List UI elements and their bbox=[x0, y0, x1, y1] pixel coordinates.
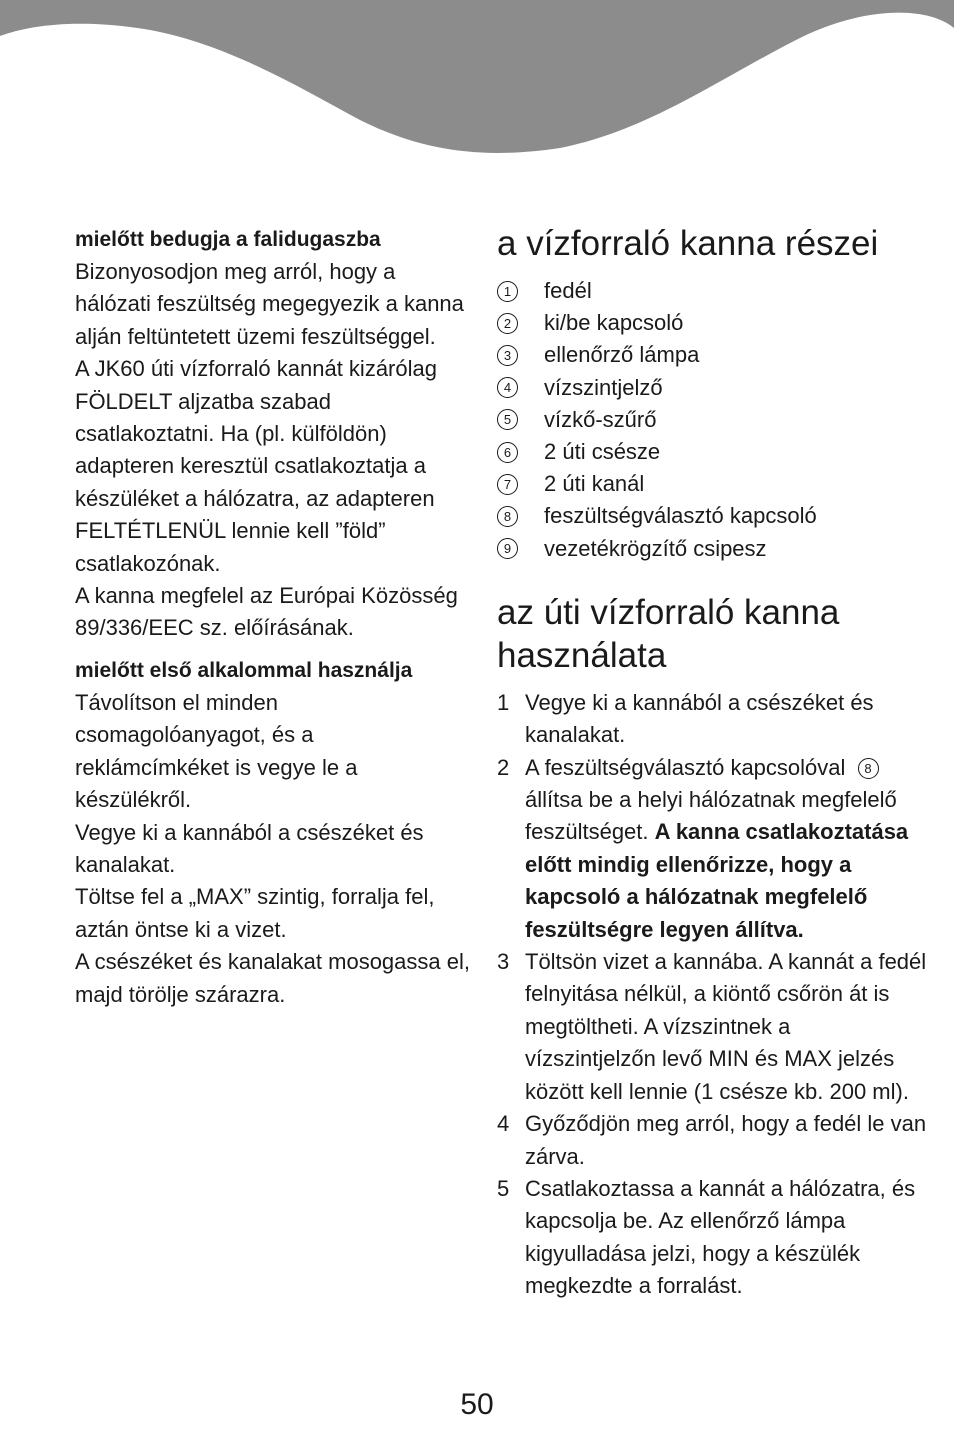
list-item bbox=[497, 275, 927, 307]
part-label: vízszintjelző bbox=[544, 374, 663, 400]
step-text: Csatlakoztassa a kannát a hálózatra, és kapcsolja be. Az ellenőrző lámpa kigyulladása jelzi, hogy a készülék megkezdte a forralást. bbox=[525, 1175, 916, 1299]
part-label: 2 úti kanál bbox=[544, 471, 645, 497]
list-item bbox=[497, 687, 927, 752]
usage-heading: az úti vízforraló kanna használata bbox=[497, 592, 840, 675]
list-item bbox=[497, 468, 927, 500]
part-label: ellenőrző lámpa bbox=[544, 342, 700, 368]
warning-text: A kanna csatlakoztatása előtt mindig ellenőrizze, hogy a kapcsoló a hálózatnak megfelelő feszültségre legyen állítva. bbox=[525, 819, 909, 942]
step-number: 4 bbox=[497, 1111, 510, 1137]
paragraph: A csészéket és kanalakat mosogassa el, majd törölje szárazra. bbox=[75, 949, 470, 1007]
paragraph: A kanna megfelel az Európai Közösség 89/336/EEC sz. előírásának. bbox=[75, 583, 458, 641]
right-column bbox=[497, 222, 927, 1303]
part-label: fedél bbox=[544, 278, 592, 303]
list-item bbox=[497, 436, 927, 468]
paragraph: Bizonyosodjon meg arról, hogy a hálózati feszültség megegyezik a kanna alján feltüntetett üzemi feszültséggel. bbox=[75, 259, 464, 349]
parts-heading: a vízforraló kanna részei bbox=[497, 224, 879, 263]
number-badge: 2 bbox=[497, 313, 518, 334]
parts-list bbox=[497, 275, 927, 565]
step-text-part: A feszültségválasztó kapcsolóval bbox=[525, 754, 846, 780]
number-badge: 9 bbox=[497, 538, 518, 559]
section-title: mielőtt első alkalommal használja bbox=[75, 658, 413, 682]
step-text: Győződjön meg arról, hogy a fedél le van zárva. bbox=[525, 1111, 927, 1169]
paragraph: Vegye ki a kannából a csészéket és kanalakat. bbox=[75, 819, 424, 877]
list-item bbox=[497, 1108, 927, 1173]
number-badge: 8 bbox=[858, 758, 879, 779]
number-badge: 7 bbox=[497, 474, 518, 495]
list-item bbox=[497, 307, 927, 339]
number-badge: 8 bbox=[497, 506, 518, 527]
number-badge: 5 bbox=[497, 409, 518, 430]
number-badge: 6 bbox=[497, 442, 518, 463]
list-item bbox=[497, 404, 927, 436]
left-column bbox=[75, 224, 470, 1011]
step-text bbox=[525, 752, 927, 946]
step-number: 1 bbox=[497, 689, 510, 715]
part-label: vezetékrögzítő csipesz bbox=[544, 535, 767, 561]
number-badge: 4 bbox=[497, 377, 518, 398]
step-text-part: állítsa be a helyi hálózatnak megfelelő feszültséget. bbox=[525, 787, 897, 845]
list-item bbox=[497, 752, 927, 946]
step-text: Vegye ki a kannából a csészéket és kanalakat. bbox=[525, 689, 874, 748]
list-item bbox=[497, 1173, 927, 1303]
paragraph: A JK60 úti vízforraló kannát kizárólag FÖLDELT aljzatba szabad csatlakoztatni. Ha (pl. külföldön) adapteren keresztül csatlakoztatja a készüléket a hálózatra, az adapteren FELTÉTLENÜL lennie kell ”föld” csatlakozónak. bbox=[75, 356, 437, 576]
part-label: 2 úti csésze bbox=[544, 439, 661, 465]
steps-list bbox=[497, 687, 927, 1303]
section-title: mielőtt bedugja a falidugaszba bbox=[75, 228, 381, 251]
list-item bbox=[497, 339, 927, 371]
step-number: 2 bbox=[497, 754, 510, 780]
list-item bbox=[497, 533, 927, 565]
paragraph: Távolítson el minden csomagolóanyagot, és a reklámcímkéket is vegye le a készülékről. bbox=[75, 689, 358, 813]
number-badge: 3 bbox=[497, 345, 518, 366]
step-number: 3 bbox=[497, 949, 510, 975]
list-item bbox=[497, 372, 927, 404]
header-band bbox=[0, 0, 954, 170]
number-badge: 1 bbox=[497, 281, 518, 302]
part-label: vízkő-szűrő bbox=[544, 406, 657, 432]
step-number: 5 bbox=[497, 1175, 510, 1201]
part-label: feszültségválasztó kapcsoló bbox=[544, 503, 817, 529]
paragraph: Töltse fel a „MAX” szintig, forralja fel, aztán öntse ki a vizet. bbox=[75, 884, 435, 942]
list-item bbox=[497, 500, 927, 532]
part-label: ki/be kapcsoló bbox=[544, 310, 684, 336]
list-item bbox=[497, 946, 927, 1108]
page-number: 50 bbox=[460, 1388, 494, 1421]
step-text: Töltsön vizet a kannába. A kannát a fedél felnyitása nélkül, a kiöntő csőrön át is megtöltheti. A vízszintnek a vízszintjelzőn levő MIN és MAX jelzés között kell lennie (1 csésze kb. 200 ml). bbox=[525, 949, 927, 1104]
